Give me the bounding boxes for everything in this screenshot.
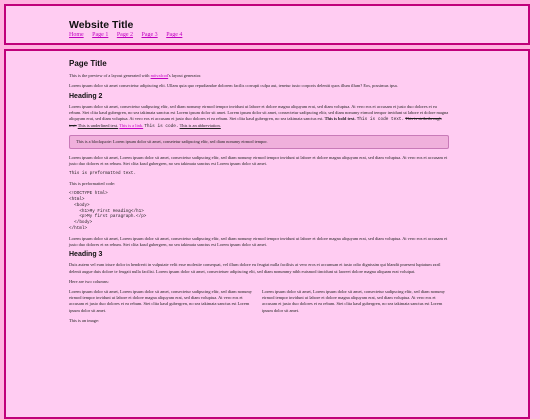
code-block: <!DOCTYPE html> <html> <body> <h1>My First Heading</h1> <p>My first paragraph.</p> </body> </html>: [69, 191, 147, 232]
code-text: This is code text.: [356, 117, 405, 123]
image-label: This is an image:: [69, 317, 100, 323]
nav-page-4[interactable]: Page 4: [166, 32, 183, 38]
nav-page-1[interactable]: Page 1: [92, 32, 109, 38]
column-left: Lorem ipsum dolor sit amet, Lorem ipsum dolor sit amet, consectetur sadipscing elitr, sed diam nonumy eirmod tempor invidunt ut labore et dolore magna aliquyam erat, sed diam voluptua. At vero eos et accusam et justo duo dolores et ea rebum. Stet clita kasd gubergren, no sea takimata sanctus est Lorem ipsum dolor sit amet.: [69, 289, 252, 313]
sample-link[interactable]: This is a link.: [119, 123, 144, 129]
paragraph-5: Duis autem vel eum iriure dolor in hendrerit in vulputate velit esse molestie consequat, vel illum dolore eu feugiat nulla facilisis at vero eros et accumsan et iusto odio dignissim qui blandit praesent luptatum zzril delenit augue duis dolore te feugait nulla facilisi. Lorem ipsum dolor sit amet, consectetuer adipiscing elit, sed diam nonummy nibh euismod tincidunt ut laoreet dolore magna aliquam erat volutpat.: [69, 262, 441, 274]
code-label: This is preformatted code:: [69, 181, 116, 187]
paragraph-4: Lorem ipsum dolor sit amet, Lorem ipsum dolor sit amet, consectetur sadipscing elitr, sed diam nonumy eirmod tempor invidunt ut labore et dolore magna aliquyam erat, sed diam voluptua. At vero eos et accusam et justo duo dolores et ea rebum. Stet clita kasd gubergren, no sea takimata sanctus est Lorem ipsum dolor sit amet.: [69, 235, 448, 248]
page-title: Page Title: [69, 59, 107, 68]
generator-link[interactable]: mitvalcod: [150, 73, 169, 79]
nav-page-3[interactable]: Page 3: [141, 32, 158, 38]
intro-text-end: 's layout generator.: [168, 73, 202, 79]
heading-3: Heading 3: [69, 251, 103, 259]
main-content-box: [4, 49, 530, 419]
heading-2: Heading 2: [69, 92, 103, 100]
two-columns-label: Here are two columns:: [69, 278, 109, 284]
site-header: [4, 4, 530, 45]
main-nav: [69, 32, 189, 38]
underlined-text: This is underlined text.: [77, 123, 119, 129]
nav-home[interactable]: Home: [69, 32, 84, 38]
blockquote: This is a blockquote: Lorem ipsum dolor sit amet, consetetur sadipscing elitr, sed diam nonumy eirmod tempor.: [69, 135, 449, 149]
site-title: Website Title: [69, 19, 134, 31]
intro-text: This is the preview of a layout generated with: [69, 73, 151, 79]
bold-text: This is bold text.: [324, 116, 356, 122]
inline-code: This is code.: [144, 124, 179, 130]
two-columns: [69, 289, 449, 318]
paragraph-2-text: Lorem ipsum dolor sit amet, consectetur sadipscing elitr, sed diam nonumy eirmod tempor invidunt ut labore et dolore magna aliquyam erat, sed diam voluptua. At vero eos et accusam et justo duo dolores et ea rebum. Stet clita kasd gubergren, no sea takimata sanctus est Lorem ipsum dolor sit amet. Lorem ipsum dolor sit amet, consectetur sadipscing elitr, sed diam nonumy eirmod tempor invidunt ut labore et dolore magna aliquyam erat, sed diam voluptua. At vero eos et accusam et justo duo dolores et ea rebum. Stet clita kasd gubergren, no sea takimata sanctus est.: [69, 103, 449, 122]
content-area: [69, 61, 449, 328]
paragraph-1: Lorem ipsum dolor sit amet consectetur adipiscing elit. Ullam quia quo repudiandae dolorem facilis corrupti culpa aut, tenetur iusto corporis deleniti quos illum illum? Eos, possimus ipsa.: [69, 83, 398, 89]
paragraph-3: Lorem ipsum dolor sit amet, Lorem ipsum dolor sit amet, consectetur sadipscing elitr, sed diam nonumy eirmod tempor invidunt ut labore et dolore magna aliquyam erat, sed diam voluptua. At vero eos et accusam et justo duo dolores et ea rebum. Stet clita kasd gubergren, no sea takimata sanctus est Lorem ipsum dolor sit amet.: [69, 154, 448, 167]
nav-page-2[interactable]: Page 2: [116, 32, 134, 38]
preformatted-text: This is preformatted text.: [69, 171, 137, 177]
intro-paragraph: [69, 73, 449, 79]
abbreviation: This is an abbreviation.: [179, 123, 221, 129]
column-right: Lorem ipsum dolor sit amet, Lorem ipsum dolor sit amet, consectetur sadipscing elitr, sed diam nonumy eirmod tempor invidunt ut labore et dolore magna aliquyam erat, sed diam voluptua. At vero eos et accusam et justo duo dolores et ea rebum. Stet clita kasd gubergren, no sea takimata sanctus est Lorem ipsum dolor sit amet.: [262, 289, 445, 313]
strikethrough-text: This is strikethrough text.: [69, 116, 442, 129]
paragraph-2: [69, 104, 449, 131]
